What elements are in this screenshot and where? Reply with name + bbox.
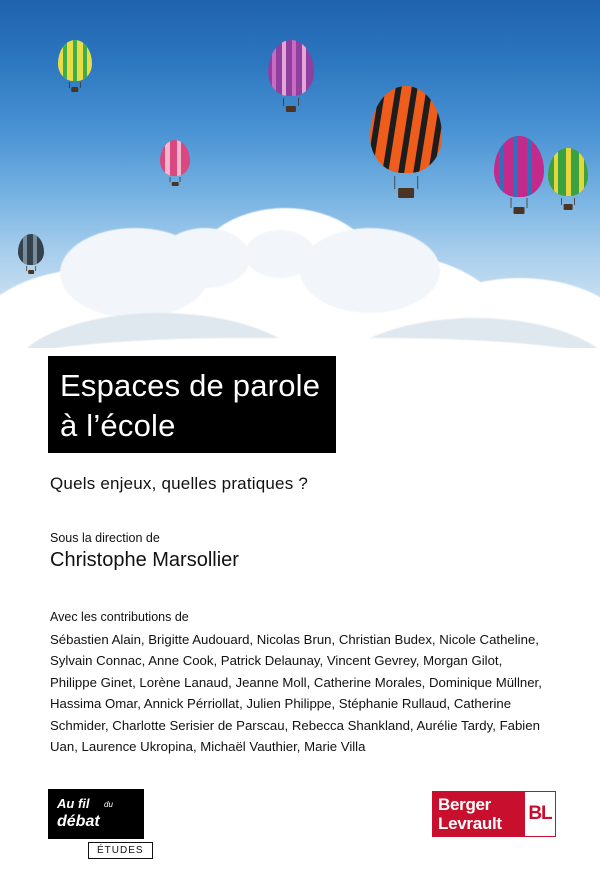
direction-label: Sous la direction de [50,531,160,545]
contributors-list: Sébastien Alain, Brigitte Audouard, Nicolas Brun, Christian Budex, Nicole Catheline, Sylvain Connac, Anne Cook, Patrick Delaunay, Vincent Gevrey, Morgan Gilot, Philippe Ginet, Lorène Lanaud, Jeanne Moll, Catherine Morales, Dominique Müllner, Hassima Omar, Annick Pérriollat, Julien Philippe, Stéphanie Rullaud, Catherine Schmider, Charlotte Serisier de Parscau, Rebecca Shankland, Aurélie Tardy, Fabien Uan, Laurence Ukropina, Michaël Vauthier, Marie Villa [50,632,542,754]
collection-line-2: débat [57,813,100,830]
title-line-1: Espaces de parole [60,368,321,403]
director-name: Christophe Marsollier [50,549,239,571]
publisher-line-1: Berger [438,795,492,814]
subtitle: Quels enjeux, quelles pratiques ? [50,474,308,493]
title-line-2: à l’école [60,407,176,443]
collection-line-1: Au fil [57,796,90,811]
publisher-line-2: Levrault [438,814,502,833]
cover-photo [0,0,600,348]
balloon-yellow-green [58,40,92,92]
cloud-layer [0,128,600,348]
collection-badge: ÉTUDES [88,842,153,859]
publisher-monogram: BL [524,791,556,837]
collection-line-small: du [104,800,113,809]
title-block [48,356,336,453]
contributors-label: Avec les contributions de [50,610,189,624]
publisher-logo [432,791,556,837]
balloon-purple-striped [268,40,314,112]
collection-logo [48,789,144,839]
publisher-name-block [432,791,524,837]
